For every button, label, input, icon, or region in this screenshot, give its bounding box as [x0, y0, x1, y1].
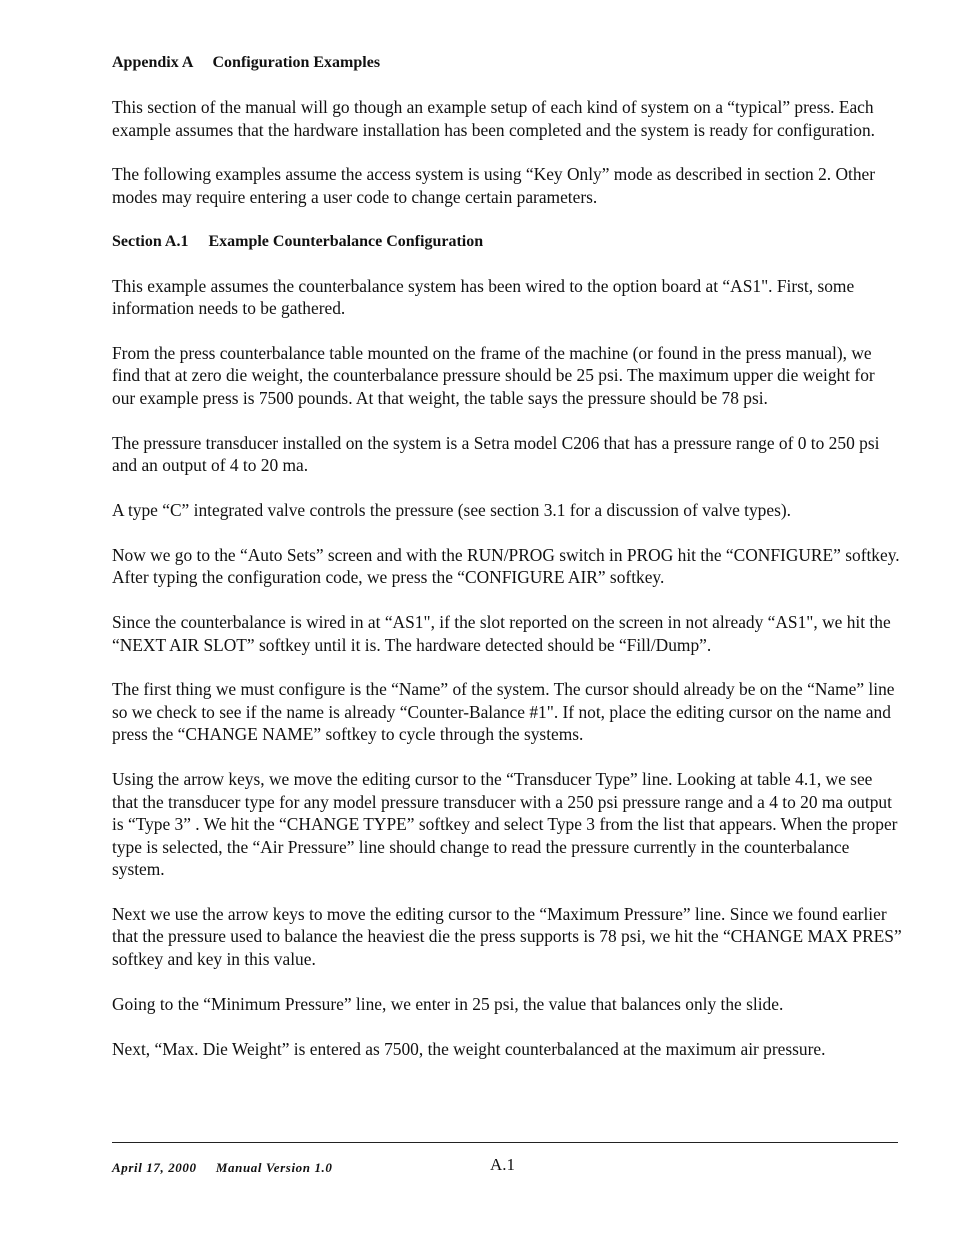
section-heading: Section A.1 Example Counterbalance Configuration	[112, 232, 484, 250]
body-paragraph: This example assumes the counterbalance system has been wired to the option board at “AS1". First, some information needs to be gathered.	[112, 275, 855, 319]
body-paragraph: The first thing we must configure is the “Name” of the system. The cursor should already be on the “Name” line so we check to see if the name is already “Counter-Balance #1". If not, place the editing cursor on the name and press the “CHANGE NAME” softkey to cycle through the systems.	[112, 679, 895, 745]
body-paragraph: Next, “Max. Die Weight” is entered as 7500, the weight counterbalanced at the maximum air pressure.	[112, 1038, 826, 1059]
body-paragraph: Now we go to the “Auto Sets” screen and with the RUN/PROG switch in PROG hit the “CONFIGURE” softkey. After typing the configuration code, we press the “CONFIGURE AIR” softkey.	[112, 544, 900, 588]
body-paragraph: A type “C” integrated valve controls the pressure (see section 3.1 for a discussion of valve types).	[112, 499, 791, 520]
page-number: A.1	[490, 1155, 516, 1174]
body-paragraph: Next we use the arrow keys to move the editing cursor to the “Maximum Pressure” line. Since we found earlier that the pressure used to balance the heaviest die the press supports is 78 psi, we hit the “CHANGE MAX PRES” softkey and key in this value.	[112, 903, 902, 969]
footer-date-version: April 17, 2000 Manual Version 1.0	[112, 1160, 333, 1175]
body-paragraph: Using the arrow keys, we move the editing cursor to the “Transducer Type” line. Looking at table 4.1, we see that the transducer type for any model pressure transducer with a 250 psi pressure range and a 4 to 20 ma output is “Type 3” . We hit the “CHANGE TYPE” softkey and select Type 3 from the list that appears. When the proper type is selected, the “Air Pressure” line should change to read the pressure currently in the counterbalance system.	[112, 769, 898, 880]
appendix-title: Appendix A Configuration Examples	[112, 54, 381, 71]
body-paragraph: The pressure transducer installed on the system is a Setra model C206 that has a pressure range of 0 to 250 psi and an output of 4 to 20 ma.	[112, 432, 880, 476]
footer-divider	[112, 1142, 898, 1143]
body-paragraph: Since the counterbalance is wired in at “AS1", if the slot reported on the screen in not already “AS1", we hit the “NEXT AIR SLOT” softkey until it is. The hardware detected should be “Fill/Dump”.	[112, 612, 891, 655]
body-paragraph: From the press counterbalance table mounted on the frame of the machine (or found in the press manual), we find that at zero die weight, the counterbalance pressure should be 25 psi. The maximum upper die weight for our example press is 7500 pounds. At that weight, the table says the pressure should be 78 psi.	[112, 342, 875, 408]
body-paragraph: Going to the “Minimum Pressure” line, we enter in 25 psi, the value that balances only the slide.	[112, 993, 784, 1014]
intro-paragraph: The following examples assume the access system is using “Key Only” mode as described in section 2. Other modes may require entering a user code to change certain parameters.	[112, 164, 876, 207]
intro-paragraph: This section of the manual will go though an example setup of each kind of system on a “typical” press. Each example assumes that the hardware installation has been completed and the system is ready for configuration.	[112, 97, 876, 140]
document-page	[112, 52, 902, 1082]
